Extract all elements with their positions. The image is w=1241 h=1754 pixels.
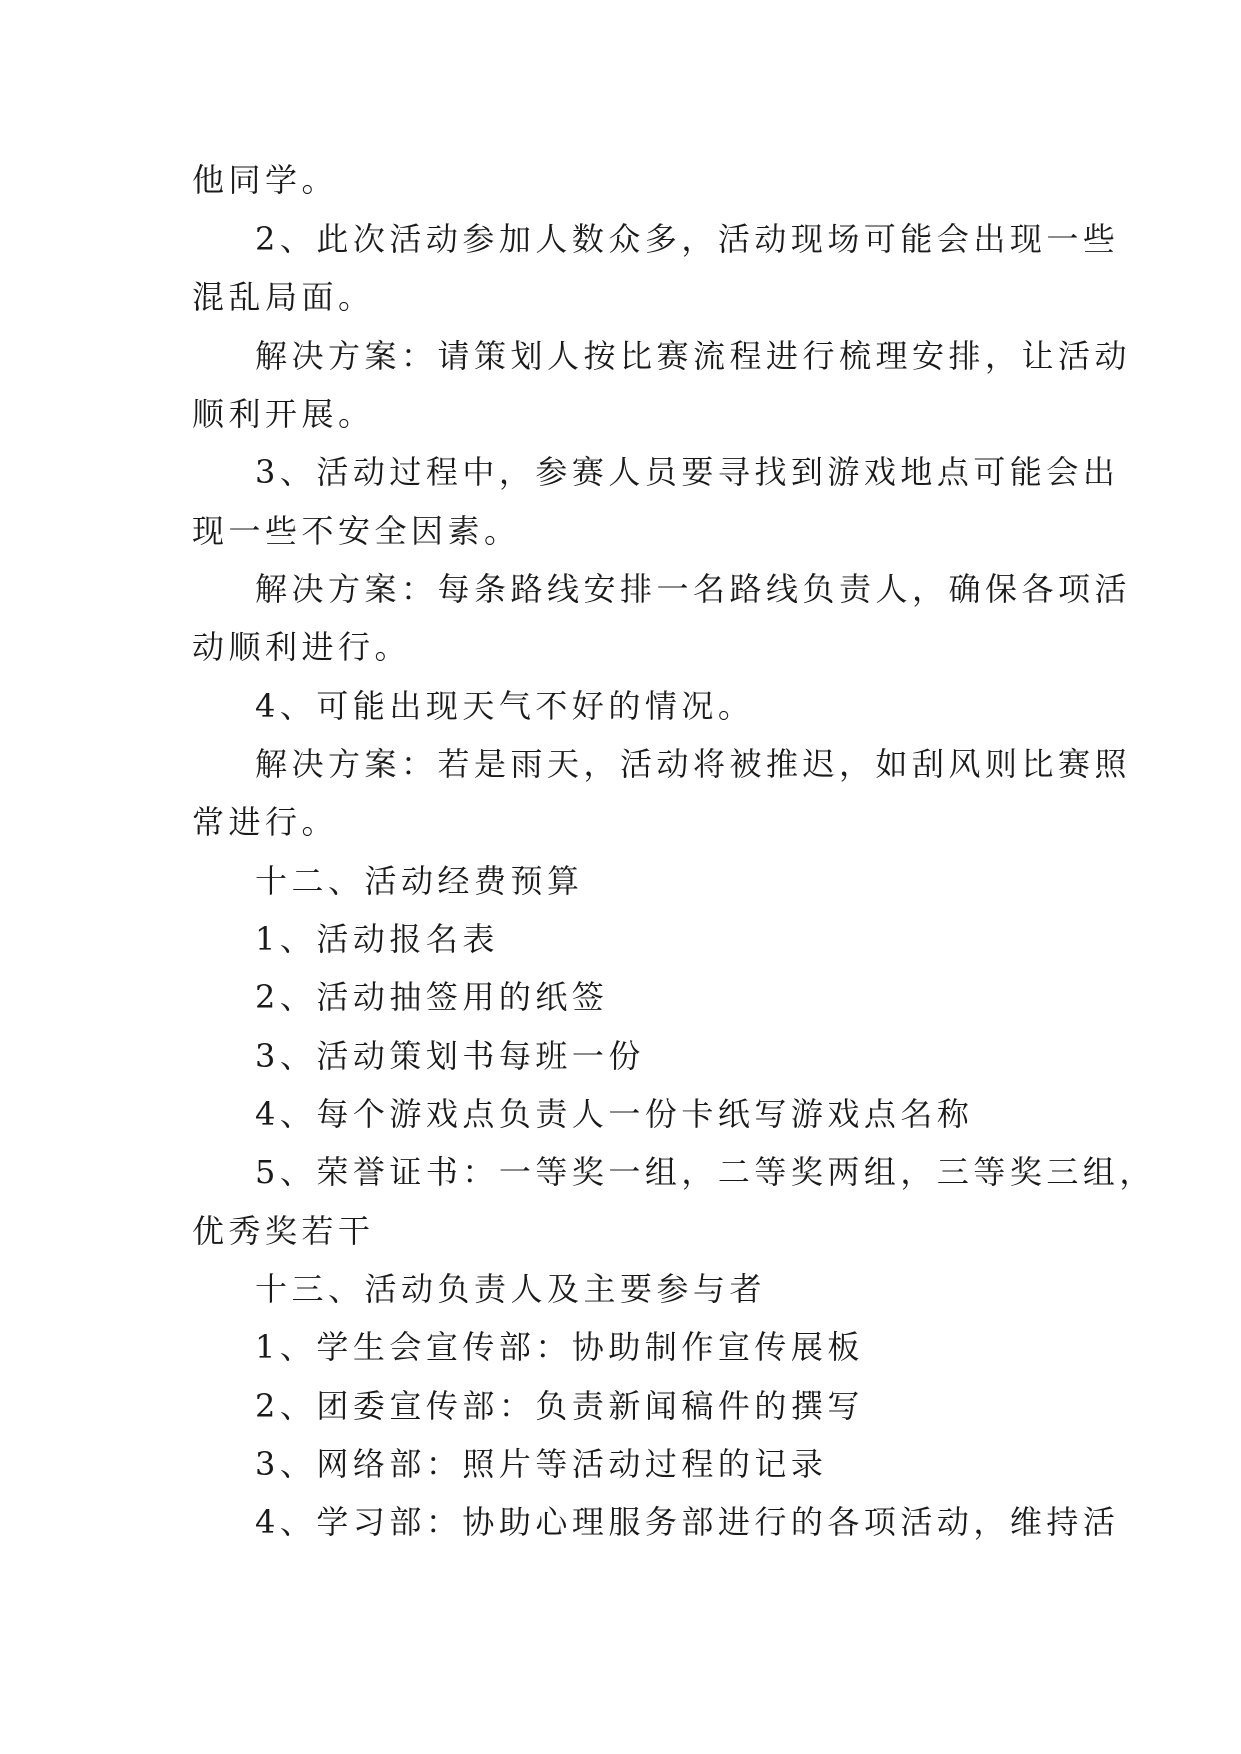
text-line: 解决方案：请策划人按比赛流程进行梳理安排，让活动 <box>255 337 1132 375</box>
text-line: 顺利开展。 <box>192 395 375 433</box>
list-item: 3、网络部：照片等活动过程的记录 <box>255 1445 828 1483</box>
text-line: 现一些不安全因素。 <box>192 512 521 550</box>
list-item: 3、活动策划书每班一份 <box>255 1037 645 1075</box>
text-line: 解决方案：每条路线安排一名路线负责人，确保各项活 <box>255 570 1132 608</box>
text-line: 优秀奖若干 <box>192 1212 375 1250</box>
text-line: 解决方案：若是雨天，活动将被推迟，如刮风则比赛照 <box>255 745 1132 783</box>
text-line: 2、此次活动参加人数众多，活动现场可能会出现一些 <box>255 220 1120 258</box>
text-line: 4、可能出现天气不好的情况。 <box>255 687 755 725</box>
list-item: 4、每个游戏点负责人一份卡纸写游戏点名称 <box>255 1095 974 1133</box>
text-line: 3、活动过程中，参赛人员要寻找到游戏地点可能会出 <box>255 453 1120 491</box>
list-item: 4、学习部：协助心理服务部进行的各项活动，维持活 <box>255 1503 1120 1541</box>
section-heading: 十三、活动负责人及主要参与者 <box>255 1270 767 1308</box>
text-line: 动顺利进行。 <box>192 628 412 666</box>
text-line: 常进行。 <box>192 803 339 841</box>
list-item: 2、活动抽签用的纸签 <box>255 978 609 1016</box>
text-line: 混乱局面。 <box>192 278 375 316</box>
text-line: 他同学。 <box>192 161 339 199</box>
list-item: 1、活动报名表 <box>255 920 499 958</box>
list-item: 1、学生会宣传部：协助制作宣传展板 <box>255 1328 864 1366</box>
list-item: 5、荣誉证书：一等奖一组，二等奖两组，三等奖三组， <box>255 1153 1156 1191</box>
list-item: 2、团委宣传部：负责新闻稿件的撰写 <box>255 1387 864 1425</box>
section-heading: 十二、活动经费预算 <box>255 862 584 900</box>
